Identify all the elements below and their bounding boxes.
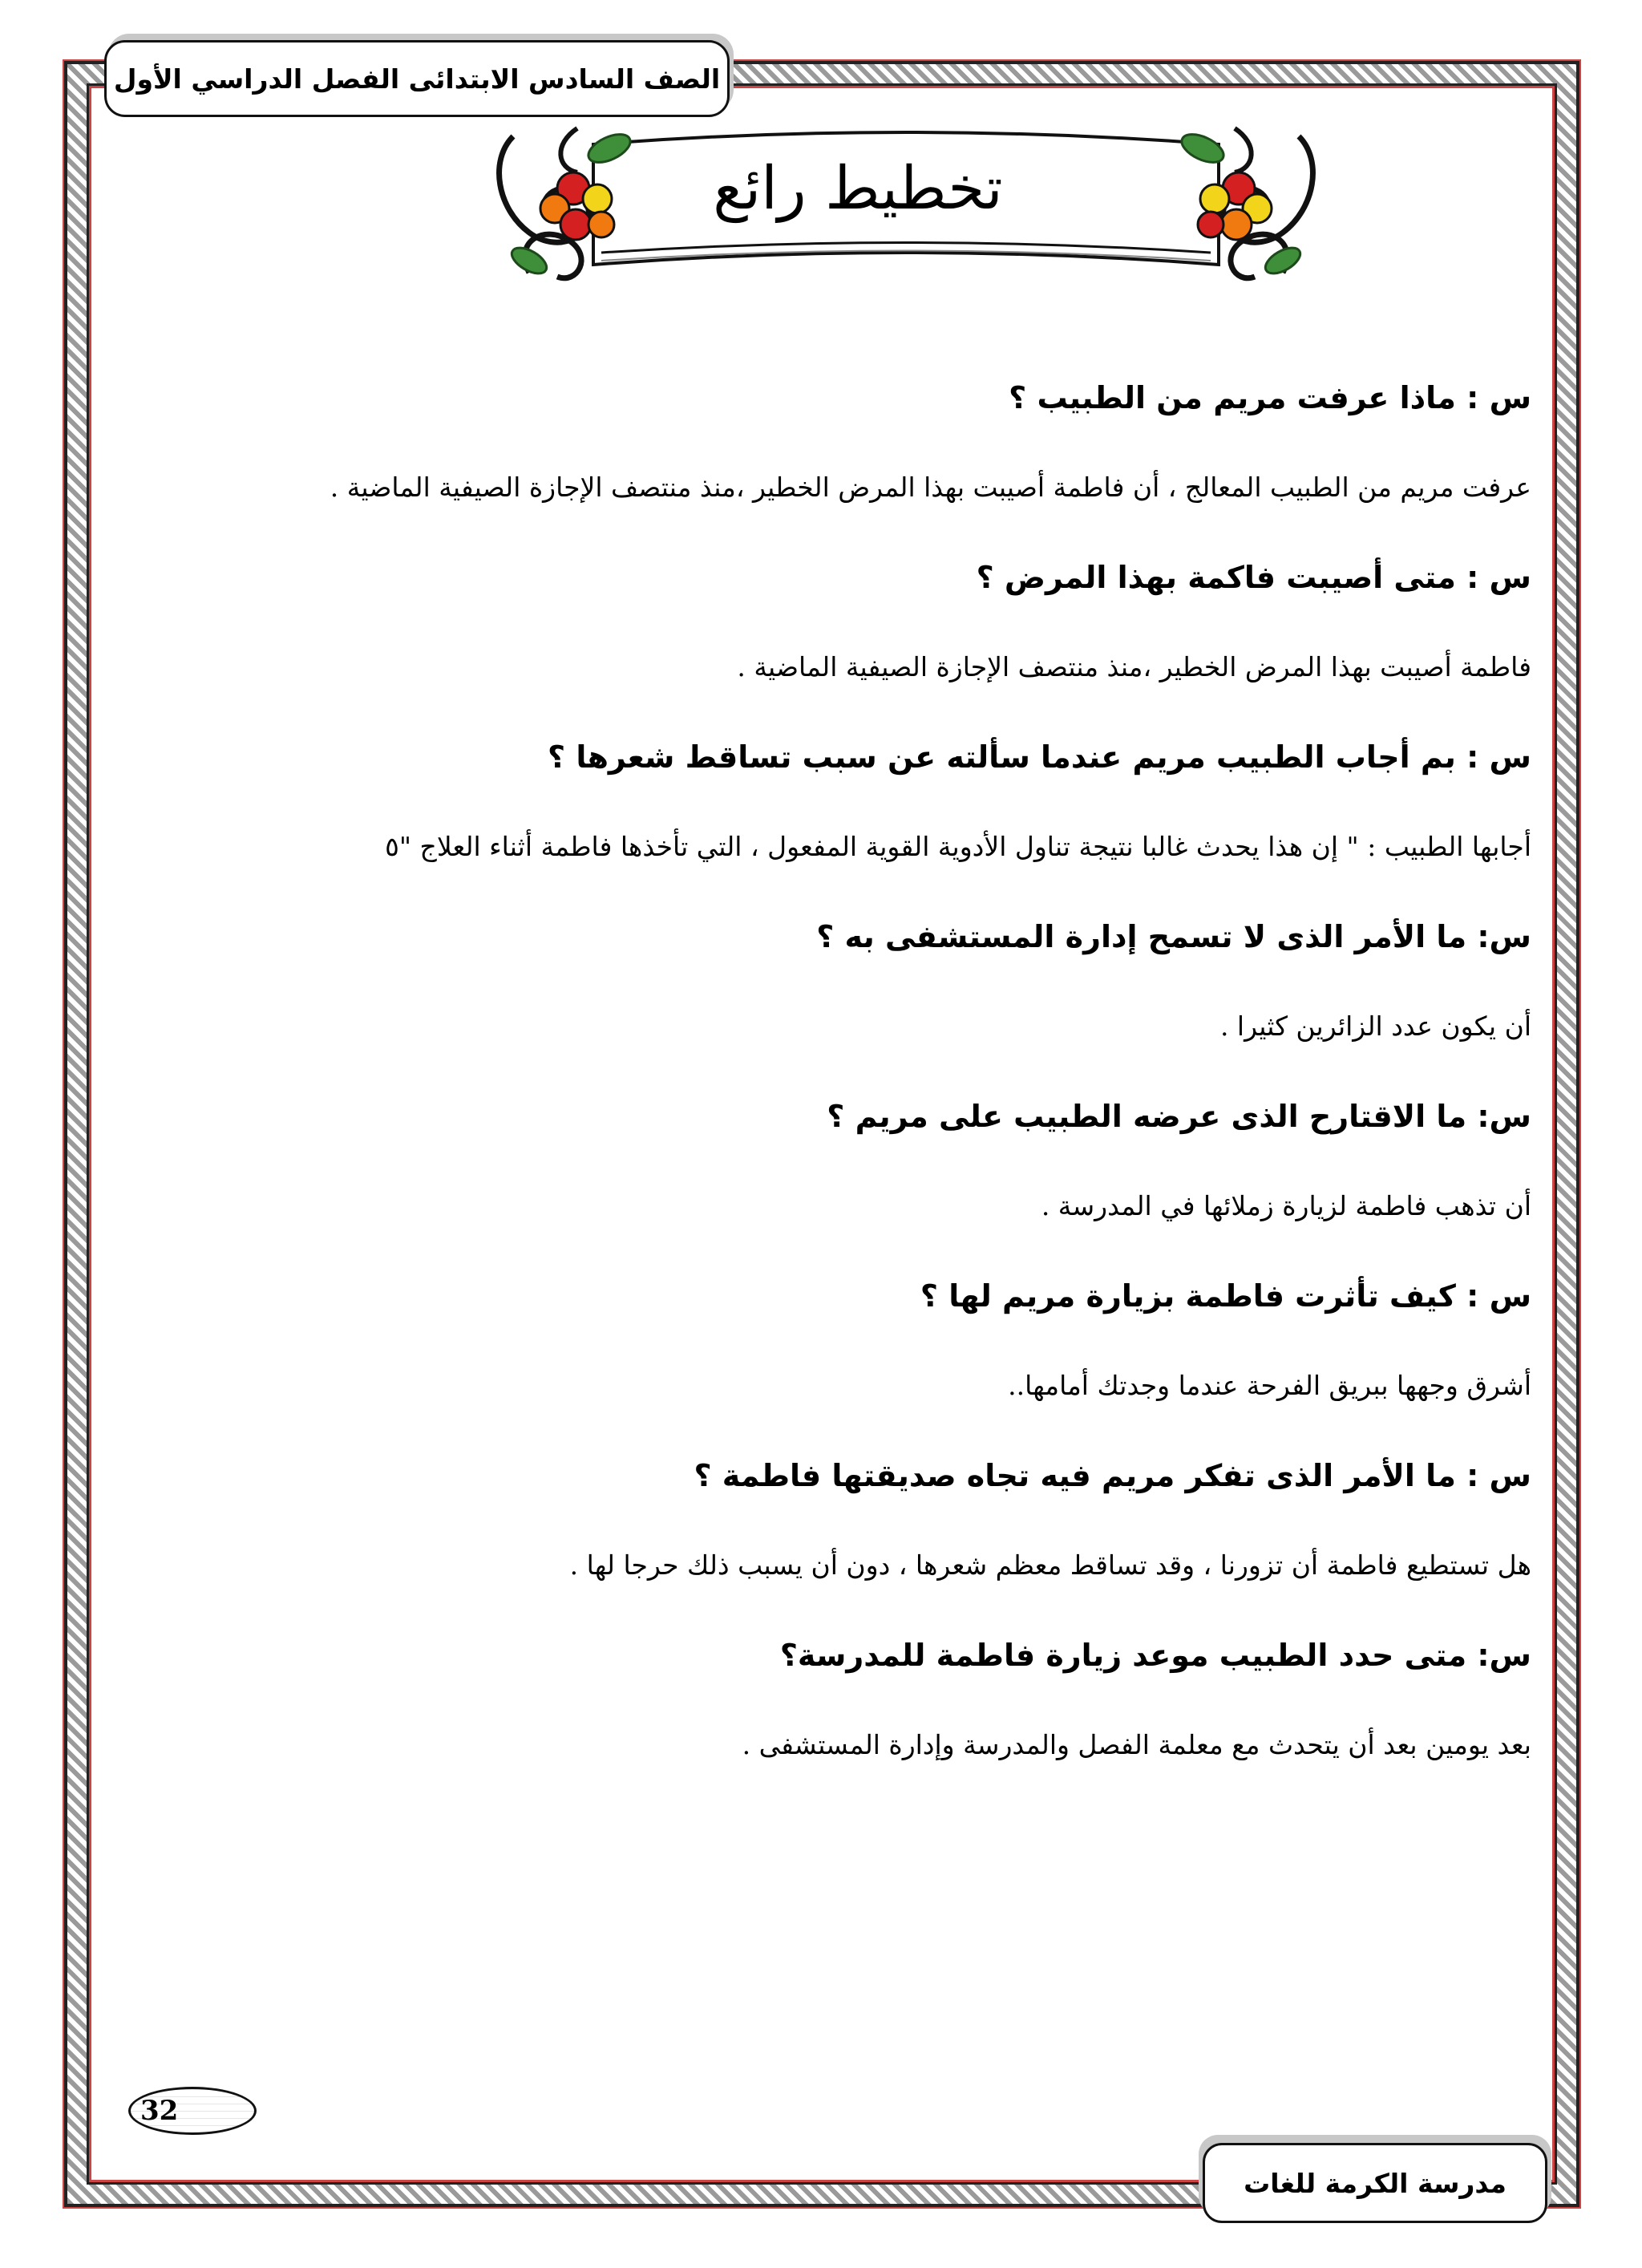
footer-tab bbox=[1203, 2143, 1547, 2223]
page-number: 32 bbox=[140, 2095, 179, 2127]
question: س : ما الأمر الذى تفكر مريم فيه تجاه صديقتها فاطمة ؟ bbox=[694, 1458, 1531, 1493]
answer: بعد يومين بعد أن يتحدث مع معلمة الفصل والمدرسة وإدارة المستشفى . bbox=[742, 1729, 1531, 1760]
answer: أجابها الطبيب : " إن هذا يحدث غالبا نتيجة تناول الأدوية القوية المفعول ، التي تأخذها فاطمة أثناء العلاج "٥ bbox=[385, 831, 1531, 862]
qa-item bbox=[136, 1071, 1531, 1251]
question: س : بم أجاب الطبيب مريم عندما سألته عن سبب تساقط شعرها ؟ bbox=[548, 739, 1531, 775]
answer: هل تستطيع فاطمة أن تزورنا ، وقد تساقط معظم شعرها ، دون أن يسبب ذلك حرجا لها . bbox=[569, 1549, 1531, 1581]
qa-item bbox=[136, 892, 1531, 1071]
answer: فاطمة أصيبت بهذا المرض الخطير ،منذ منتصف الإجازة الصيفية الماضية . bbox=[737, 651, 1531, 682]
answer: أن تذهب فاطمة لزيارة زملائها في المدرسة . bbox=[1041, 1190, 1531, 1221]
question: س : ماذا عرفت مريم من الطبيب ؟ bbox=[1009, 380, 1531, 415]
qa-item bbox=[136, 1610, 1531, 1790]
question: س : متى أصيبت فاكمة بهذا المرض ؟ bbox=[976, 560, 1531, 595]
answer: أشرق وجهها ببريق الفرحة عندما وجدتك أمامها.. bbox=[1008, 1370, 1531, 1401]
header-tab bbox=[104, 40, 730, 117]
page-number-badge bbox=[128, 2087, 257, 2135]
question: س: ما الاقتارح الذى عرضه الطبيب على مريم ؟ bbox=[827, 1099, 1531, 1134]
qa-content bbox=[136, 353, 1531, 1790]
answer: أن يكون عدد الزائرين كثيرا . bbox=[1219, 1010, 1531, 1042]
qa-item bbox=[136, 1431, 1531, 1610]
qa-item bbox=[136, 1251, 1531, 1431]
question: س: متى حدد الطبيب موعد زيارة فاطمة للمدرسة؟ bbox=[779, 1638, 1531, 1673]
header-title: الصف السادس الابتدائى الفصل الدراسي الأول bbox=[113, 63, 721, 95]
answer: عرفت مريم من الطبيب المعالج ، أن فاطمة أصيبت بهذا المرض الخطير ،منذ منتصف الإجازة الصيفية الماضية . bbox=[330, 472, 1531, 503]
qa-item bbox=[136, 533, 1531, 712]
banner-title: تخطيط رائع bbox=[713, 154, 1003, 223]
question: س: ما الأمر الذى لا تسمح إدارة المستشفى به ؟ bbox=[816, 919, 1531, 954]
question: س : كيف تأثرت فاطمة بزيارة مريم لها ؟ bbox=[920, 1278, 1531, 1314]
school-name: مدرسة الكرمة للغات bbox=[1244, 2167, 1507, 2199]
qa-item bbox=[136, 712, 1531, 892]
qa-item bbox=[136, 353, 1531, 533]
